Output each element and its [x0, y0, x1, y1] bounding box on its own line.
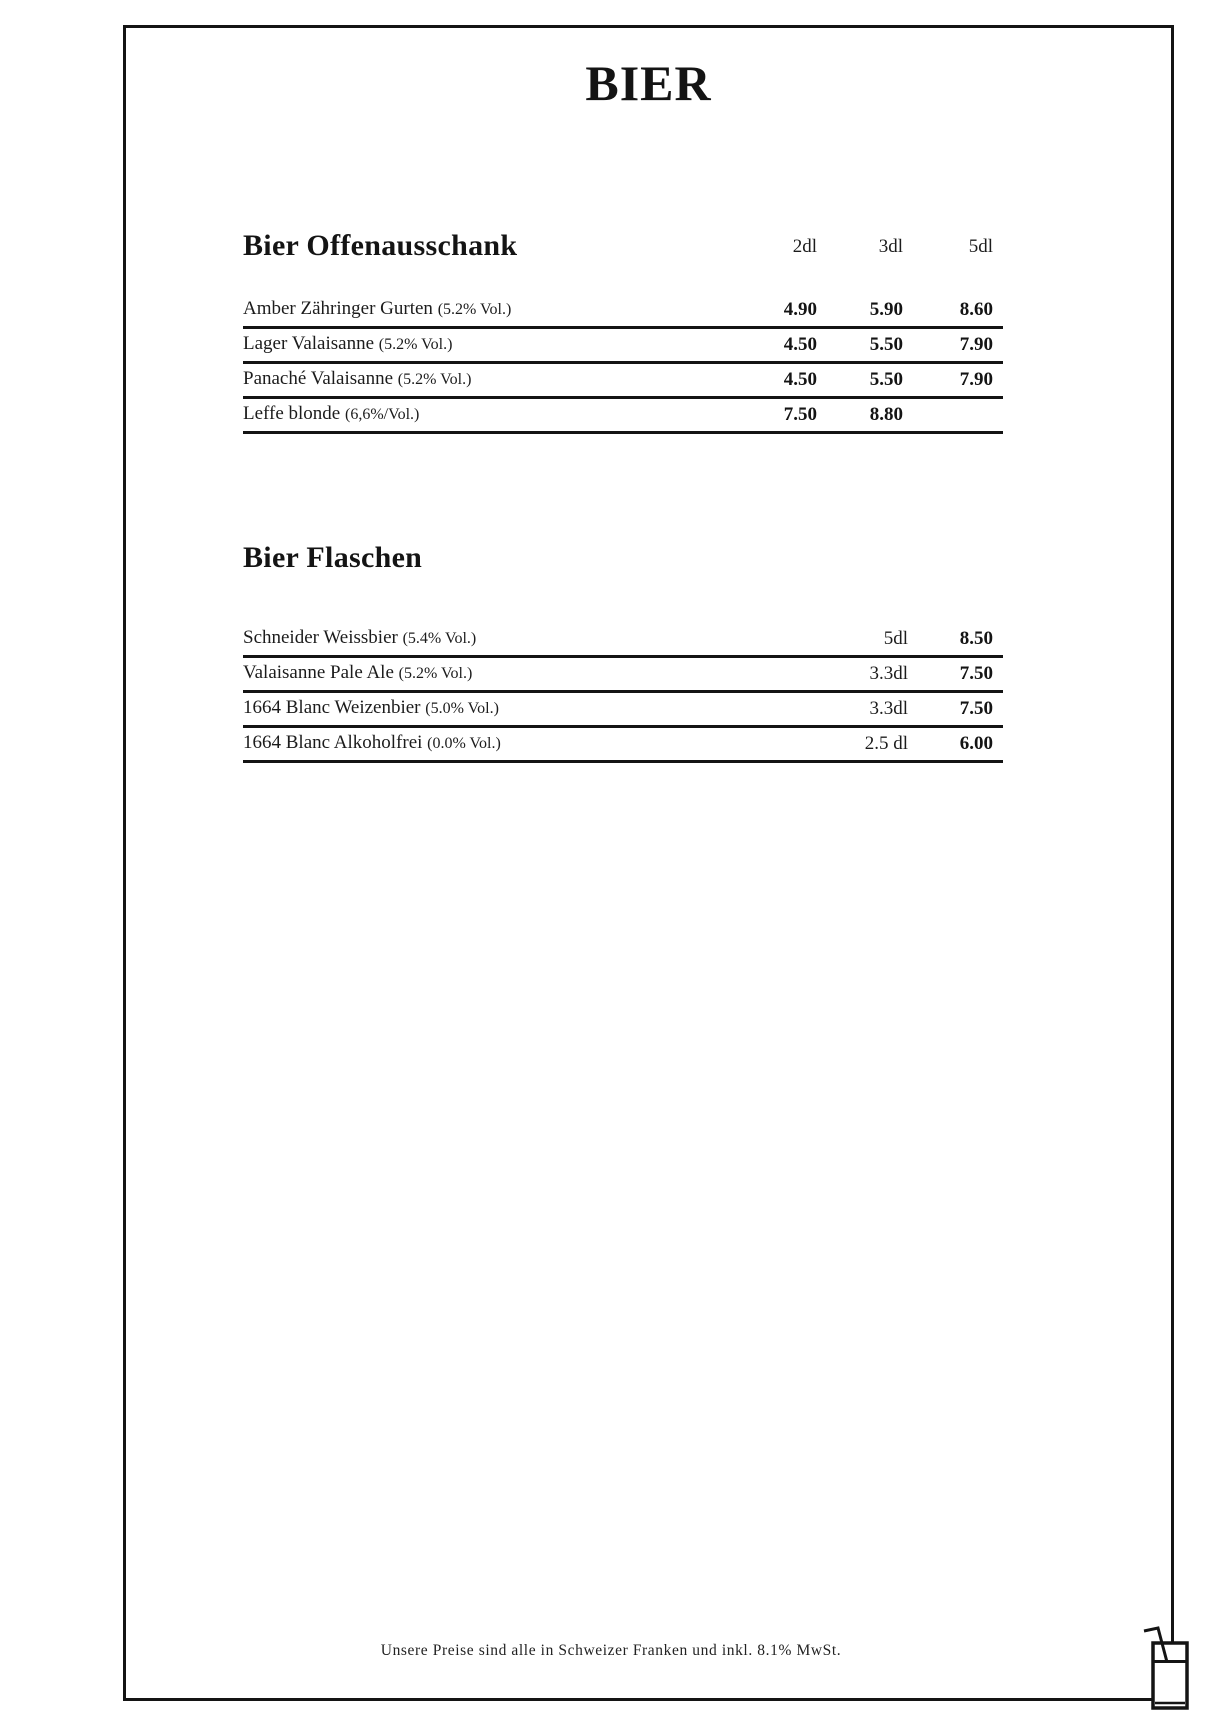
- item-name-cell: [243, 626, 818, 651]
- item-detail: (0.0% Vol.): [427, 735, 501, 752]
- item-detail: (5.0% Vol.): [425, 700, 499, 717]
- item-price-3dl: 8.80: [869, 404, 903, 425]
- item-price-2dl: 4.90: [783, 299, 817, 320]
- item-name: Schneider Weissbier: [243, 627, 398, 648]
- table-row: [243, 294, 1003, 329]
- item-name-cell: [243, 367, 737, 392]
- item-name: Amber Zähringer Gurten: [243, 298, 433, 319]
- drink-glass-with-straw-icon: [1138, 1616, 1190, 1716]
- item-detail: (5.2% Vol.): [378, 336, 453, 353]
- item-price-3dl: 5.50: [869, 369, 903, 390]
- table-row: [243, 329, 1003, 364]
- column-header-3dl: 3dl: [878, 236, 903, 257]
- menu-table: [243, 294, 1003, 434]
- item-price-5dl: 7.90: [959, 334, 993, 355]
- item-name-cell: [243, 402, 737, 427]
- item-name: Panaché Valaisanne: [243, 368, 394, 389]
- column-header-2dl: 2dl: [792, 236, 817, 257]
- menu-table: [243, 623, 1003, 763]
- item-size: 3.3dl: [869, 698, 908, 719]
- item-detail: (6,6%/Vol.): [345, 406, 420, 423]
- item-name-cell: [243, 297, 737, 322]
- item-name: Leffe blonde: [243, 403, 341, 424]
- item-price-5dl: 7.90: [959, 369, 993, 390]
- item-price-2dl: 4.50: [783, 334, 817, 355]
- item-name-cell: [243, 661, 818, 686]
- item-name: 1664 Blanc Weizenbier: [243, 697, 421, 718]
- item-price: 7.50: [959, 663, 993, 684]
- item-detail: (5.2% Vol.): [397, 371, 472, 388]
- column-header-5dl: 5dl: [968, 236, 993, 257]
- item-size: 5dl: [883, 628, 908, 649]
- item-price-3dl: 5.90: [869, 299, 903, 320]
- item-name: Lager Valaisanne: [243, 333, 375, 354]
- page-title: BIER: [585, 55, 712, 111]
- item-size: 3.3dl: [869, 663, 908, 684]
- item-price: 8.50: [959, 628, 993, 649]
- table-row: [243, 728, 1003, 763]
- item-detail: (5.2% Vol.): [398, 665, 473, 682]
- item-price-3dl: 5.50: [869, 334, 903, 355]
- section-heading: Bier Offenausschank: [243, 229, 518, 262]
- item-detail: (5.4% Vol.): [402, 630, 477, 647]
- item-price-2dl: 4.50: [783, 369, 817, 390]
- price-disclaimer: Unsere Preise sind alle in Schweizer Franken und inkl. 8.1% MwSt.: [380, 1642, 842, 1659]
- item-price-5dl: 8.60: [959, 299, 993, 320]
- item-price-2dl: 7.50: [783, 404, 817, 425]
- item-name: Valaisanne Pale Ale: [243, 662, 394, 683]
- item-name-cell: [243, 731, 818, 756]
- table-row: [243, 623, 1003, 658]
- item-name-cell: [243, 332, 737, 357]
- section-heading: Bier Flaschen: [243, 541, 423, 574]
- item-name: 1664 Blanc Alkoholfrei: [243, 732, 423, 753]
- table-row: [243, 399, 1003, 434]
- section-offenausschank: [243, 228, 1003, 434]
- table-row: [243, 364, 1003, 399]
- table-row: [243, 658, 1003, 693]
- item-size: 2.5 dl: [864, 733, 908, 754]
- item-price: 6.00: [959, 733, 993, 754]
- table-row: [243, 693, 1003, 728]
- section-header-row: [243, 228, 1003, 264]
- item-price: 7.50: [959, 698, 993, 719]
- item-detail: (5.2% Vol.): [437, 301, 512, 318]
- item-name-cell: [243, 696, 818, 721]
- section-flaschen: [243, 540, 1003, 763]
